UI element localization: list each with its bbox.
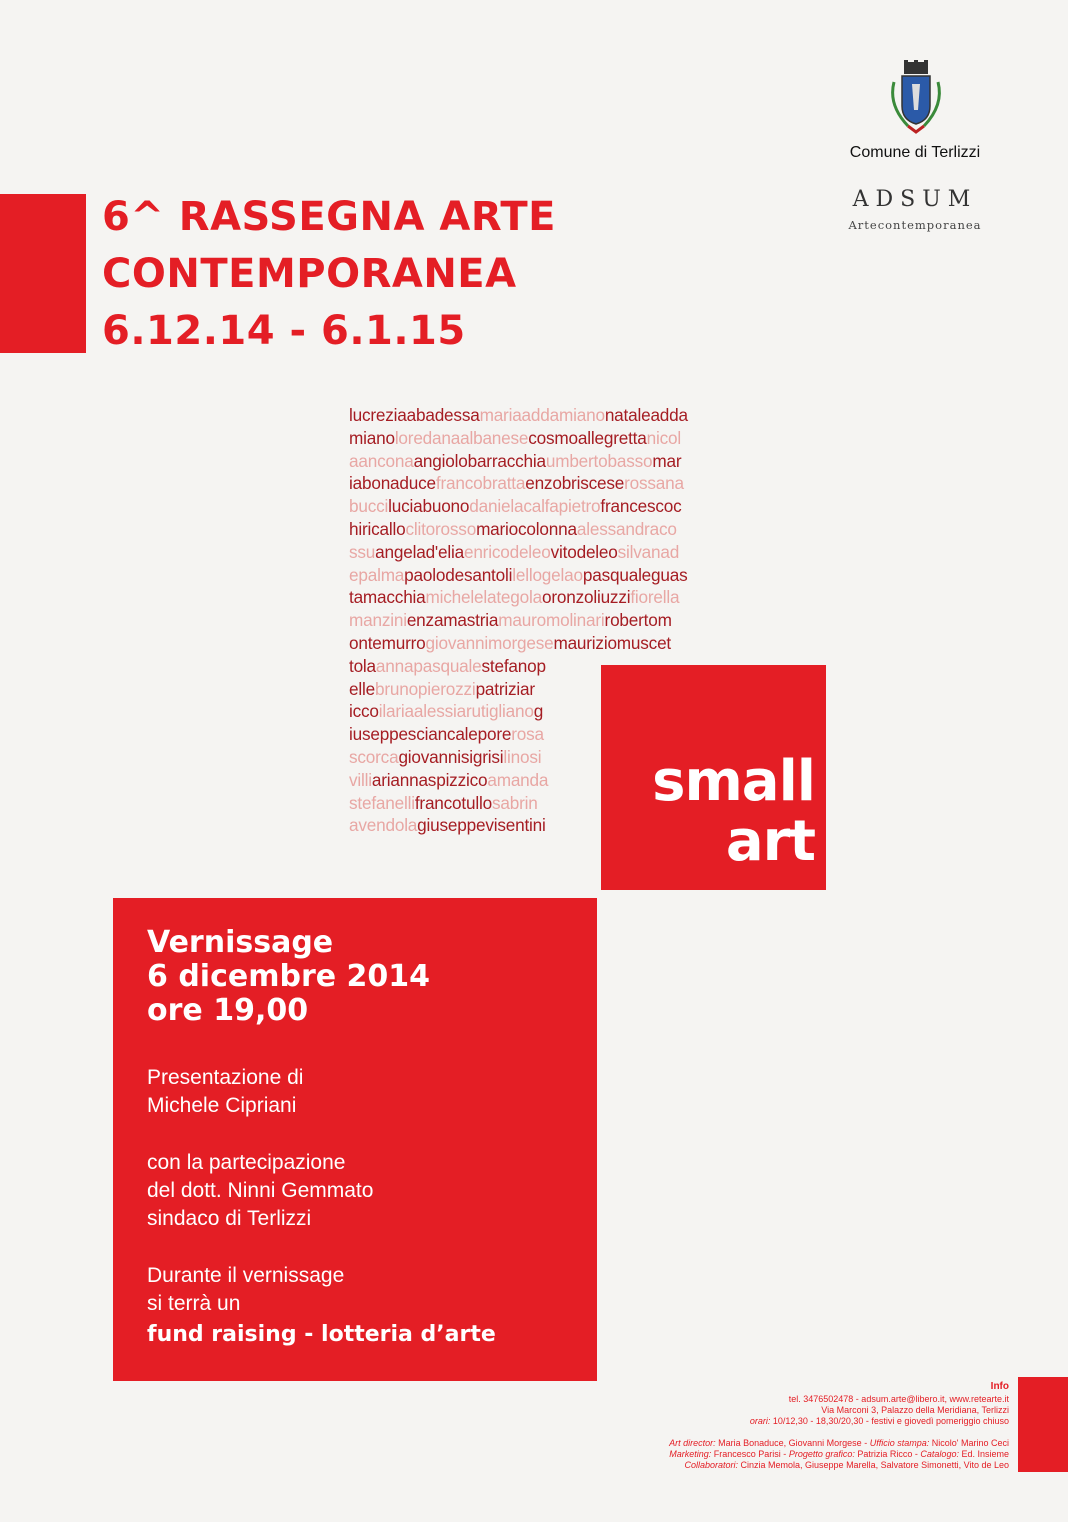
artist-names-line [349, 723, 544, 746]
artist-name-fragment: iabonaduce [349, 473, 436, 494]
info-contact: tel. 3476502478 - adsum.arte@libero.it, www.retearte.it [788, 1394, 1009, 1404]
during-line-1: Durante il vernissage [147, 1264, 345, 1287]
artist-name-fragment: vitodeleo [550, 541, 618, 562]
presentation-line-2: Michele Cipriani [147, 1094, 297, 1117]
event-title-line-2: CONTEMPORANEA [102, 251, 517, 297]
credits-line-3 [684, 1460, 1009, 1471]
artist-names-line [349, 404, 688, 427]
artist-name-fragment: danielacalfapietro [469, 496, 601, 517]
credit-label: Art director: [669, 1438, 716, 1448]
artist-name-fragment: stefanelli [349, 792, 415, 813]
badge-line-2: art [725, 809, 815, 874]
participation-line-1: con la partecipazione [147, 1151, 346, 1174]
artist-name-fragment: bucci [349, 496, 389, 517]
artist-name-fragment: avendola [349, 815, 418, 836]
artist-name-fragment: ilariaalessiarutigliano [378, 701, 534, 722]
artist-name-fragment: enzobriscese [525, 473, 625, 494]
artist-name-fragment: silvanad [617, 541, 680, 562]
artist-name-fragment: icco [349, 701, 379, 722]
hours-label: orari: [749, 1416, 771, 1426]
artist-names-line [349, 450, 681, 473]
credits-line-1 [669, 1438, 1009, 1449]
artist-name-fragment: miano [349, 427, 395, 448]
credit-label: Catalogo: [920, 1449, 959, 1459]
title-accent-bar [0, 194, 86, 353]
artist-name-fragment: francobratta [435, 473, 526, 494]
artist-name-fragment: sabrin [491, 792, 538, 813]
artist-names-line [349, 746, 541, 769]
artist-name-fragment: angiolobarracchia [413, 450, 546, 471]
org-logo-subtitle: Artecontemporanea [848, 218, 982, 232]
artist-name-fragment: michelelategola [425, 587, 542, 608]
municipality-name: Comune di Terlizzi [849, 144, 981, 161]
artist-name-fragment: alessandraco [576, 519, 677, 539]
artist-names-line [349, 700, 543, 723]
artist-name-fragment: mariaaddamiano [479, 405, 605, 425]
artist-name-fragment: fiorella [630, 587, 680, 608]
participation-line-2: del dott. Ninni Gemmato [147, 1179, 374, 1202]
hours-value: 10/12,30 - 18,30/20,30 - festivi e giovedì pomeriggio chiuso [772, 1416, 1009, 1426]
artist-names-line [349, 564, 688, 587]
artist-name-fragment: cosmoallegretta [528, 427, 647, 448]
credit-value: Nicolo' Marino Ceci [931, 1438, 1009, 1448]
artist-name-fragment: enzamastria [406, 610, 499, 631]
credit-value: Ed. Insieme [961, 1449, 1009, 1459]
vernissage-time: ore 19,00 [147, 993, 309, 1028]
artist-name-fragment: iuseppesciancalepore [349, 724, 512, 745]
credit-value: Cinzia Memola, Giuseppe Marella, Salvatore Simonetti, Vito de Leo [740, 1460, 1009, 1470]
artist-name-fragment: robertom [604, 610, 672, 631]
presentation-text [147, 1064, 303, 1120]
artist-name-fragment: epalma [349, 564, 405, 585]
artist-name-fragment: paolodesantoli [404, 564, 513, 585]
artist-names-line [349, 495, 682, 518]
credit-label: Marketing: [669, 1449, 712, 1459]
artist-names-line [349, 427, 681, 450]
artist-name-fragment: mar [652, 450, 682, 471]
credit-label: Progetto grafico: [788, 1449, 855, 1459]
artist-name-fragment: hiricallo [349, 519, 406, 539]
artist-name-fragment: mauromolinari [498, 610, 605, 631]
artist-names-line [349, 678, 535, 701]
artist-name-fragment: ssu [349, 541, 376, 562]
info-heading: Info [990, 1381, 1009, 1392]
artist-name-fragment: nicol [646, 427, 681, 448]
artist-name-fragment: giovannisigrisi [398, 747, 504, 767]
artist-name-fragment: lucreziaabadessa [349, 405, 480, 425]
artist-name-fragment: umbertobasso [545, 450, 653, 471]
artist-name-fragment: giuseppevisentini [417, 815, 546, 836]
vernissage-date: 6 dicembre 2014 [147, 959, 431, 994]
artist-names-line [349, 655, 546, 678]
artist-name-fragment: mariocolonna [476, 519, 577, 539]
artist-names-line [349, 769, 548, 792]
artist-name-fragment: angelad'elia [375, 541, 464, 562]
artist-name-fragment: francescoc [600, 496, 682, 517]
artist-name-fragment: tamacchia [349, 587, 426, 608]
org-logo-name: ADSUM [852, 187, 978, 212]
artist-name-fragment: manzini [349, 610, 407, 631]
vernissage-heading [147, 926, 430, 1028]
info-hours [750, 1416, 1009, 1427]
info-accent-bar [1018, 1377, 1068, 1472]
artist-names-line [349, 792, 538, 815]
artist-names-line [349, 632, 671, 655]
artist-name-fragment: ontemurro [349, 633, 426, 653]
artist-name-fragment: amanda [487, 769, 549, 790]
event-title-line-1: 6^ RASSEGNA ARTE [102, 194, 556, 240]
artist-names-line [349, 814, 546, 837]
credit-value: Francesco Parisi - [713, 1449, 787, 1459]
artist-name-fragment: rosa [511, 724, 544, 745]
artist-name-fragment: lellogelao [512, 564, 583, 585]
artist-name-fragment: francotullo [414, 792, 492, 813]
artist-name-fragment: g [533, 701, 544, 722]
artist-name-fragment: pasqualeguas [582, 564, 688, 585]
presentation-line-1: Presentazione di [147, 1066, 304, 1089]
vernissage-label: Vernissage [147, 925, 334, 960]
info-address: Via Marconi 3, Palazzo della Meridiana, Terlizzi [821, 1405, 1009, 1415]
artist-name-fragment: elle [349, 678, 375, 699]
artist-names-line [349, 586, 679, 609]
artist-name-fragment: nataleadda [604, 405, 688, 425]
artist-name-fragment: oronzoliuzzi [541, 587, 631, 608]
badge-line-1: small [652, 749, 815, 814]
coat-of-arms-icon [886, 60, 946, 138]
credit-label: Ufficio stampa: [869, 1438, 930, 1448]
participation-text [147, 1149, 373, 1233]
artist-name-fragment: stefanop [481, 655, 546, 676]
artist-name-fragment: tola [349, 655, 376, 676]
artist-name-fragment: ariannaspizzico [371, 769, 488, 790]
fundraising-text: fund raising - lotteria d’arte [147, 1322, 496, 1347]
artist-name-fragment: villi [349, 769, 372, 790]
artist-names-line [349, 472, 684, 495]
artist-name-fragment: rossana [624, 473, 684, 494]
artist-name-fragment: aancona [349, 450, 414, 471]
artist-names-line [349, 541, 679, 564]
artist-name-fragment: scorca [349, 747, 399, 767]
artist-name-fragment: loredanaalbanese [394, 427, 529, 448]
credit-label: Collaboratori: [684, 1460, 738, 1470]
artist-names-line [349, 518, 677, 541]
artist-name-fragment: linosi [503, 747, 542, 767]
artist-names-line [349, 609, 672, 632]
artist-name-fragment: giovannimorgese [425, 633, 554, 653]
artist-name-fragment: patriziar [475, 678, 535, 699]
credits-line-2 [669, 1449, 1009, 1460]
artist-name-fragment: brunopierozzi [374, 678, 476, 699]
small-art-badge-text [601, 749, 815, 874]
during-text [147, 1262, 344, 1318]
artist-name-fragment: mauriziomuscet [553, 633, 671, 653]
artist-name-fragment: annapasquale [375, 655, 482, 676]
credit-value: Maria Bonaduce, Giovanni Morgese - [718, 1438, 868, 1448]
credit-value: Patrizia Ricco - [857, 1449, 918, 1459]
artist-name-fragment: clitorosso [405, 519, 477, 539]
artist-name-fragment: luciabuono [388, 496, 470, 517]
artist-name-fragment: enricodeleo [463, 541, 551, 562]
participation-line-3: sindaco di Terlizzi [147, 1207, 312, 1230]
event-dates: 6.12.14 - 6.1.15 [102, 308, 466, 354]
during-line-2: si terrà un [147, 1292, 241, 1315]
